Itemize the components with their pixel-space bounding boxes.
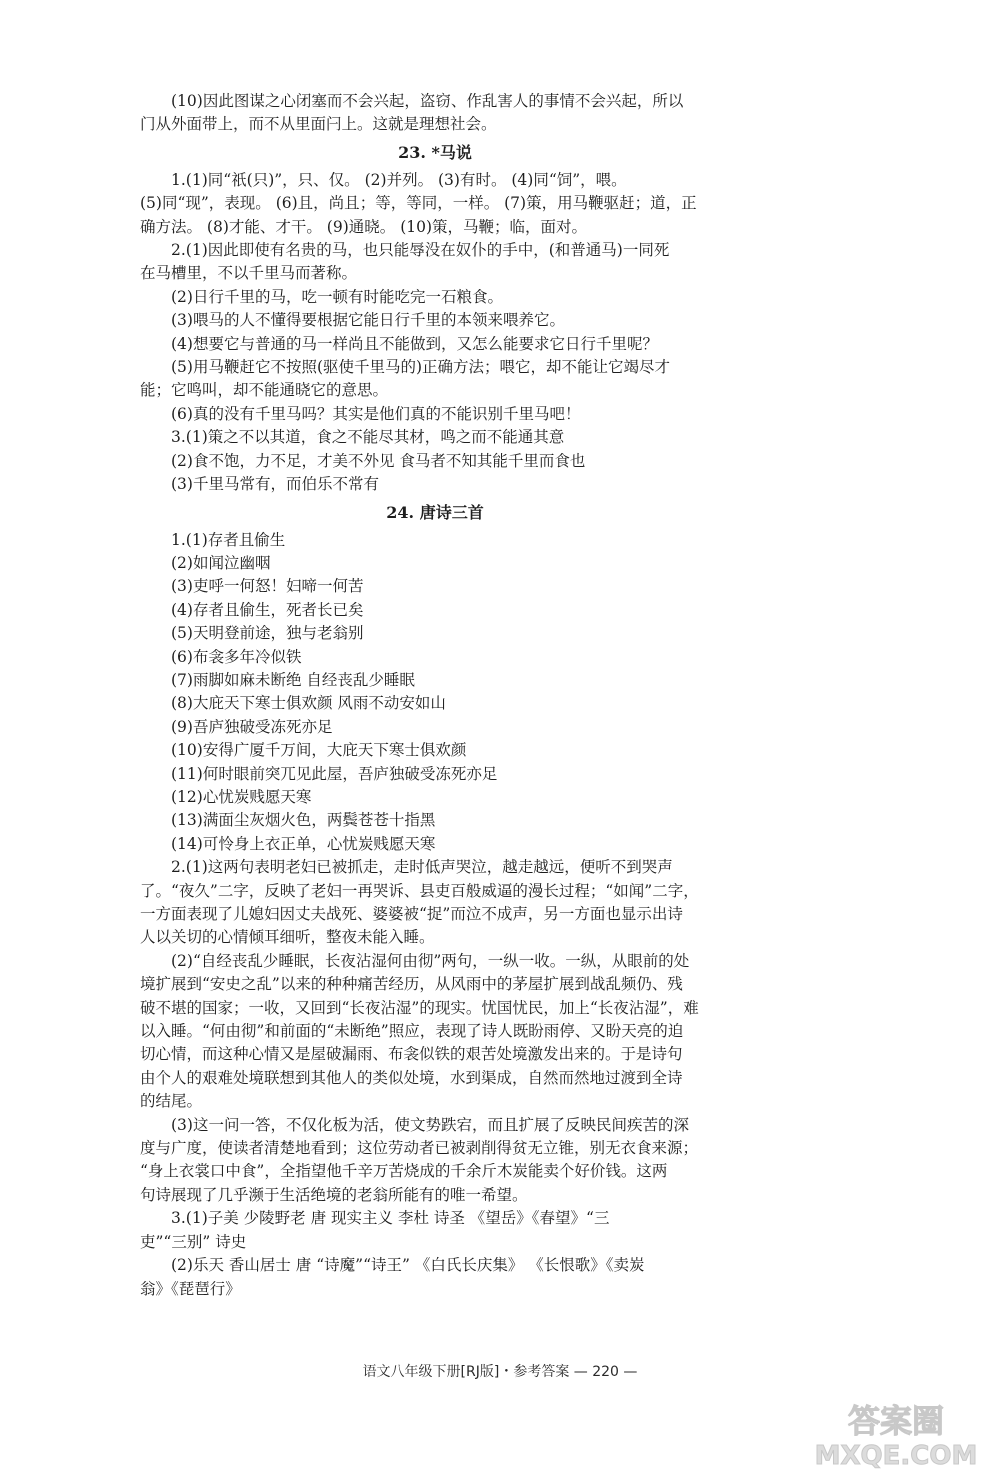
text-line: “身上衣裳口中食”，全指望他千辛万苦烧成的千余斤木炭能卖个好价钱。这两 <box>140 1162 668 1181</box>
text-line: 1.(1)同“祇(只)”，只、仅。 (2)并列。 (3)有时。 (4)同“饲”，喂。 <box>171 170 627 189</box>
text-line: 破不堪的国家；一收，又回到“长夜沾湿”的现实。忧国忧民，加上“长夜沾湿”，难 <box>140 998 699 1017</box>
text-line: 2.(1)这两句表明老妇已被抓走，走时低声哭泣，越走越远，便听不到哭声 <box>171 858 673 877</box>
text-line: 了。“夜久”二字，反映了老妇一再哭诉、县吏百般威逼的漫长过程；“如闻”二字， <box>140 881 699 900</box>
text-line: 1.(1)存者且偷生 <box>171 530 286 549</box>
text-line: (4)想要它与普通的马一样尚且不能做到，又怎么能要求它日行千里呢？ <box>171 334 658 353</box>
watermark-logo <box>792 1398 1000 1471</box>
text-line: (10)因此图谋之心闭塞而不会兴起，盗窃、作乱害人的事情不会兴起，所以 <box>171 92 684 110</box>
text-line: (2)日行千里的马，吃一顿有时能吃完一石粮食。 <box>171 287 503 306</box>
text-line: (5)用马鞭赶它不按照(驱使千里马的)正确方法；喂它，却不能让它竭尽才 <box>171 358 671 377</box>
text-line: 吏”“三别” 诗史 <box>140 1232 247 1251</box>
section-title: 24. 唐诗三首 <box>386 502 484 522</box>
text-line: 人以关切的心情倾耳细听，整夜未能入睡。 <box>140 928 435 947</box>
text-line: 的结尾。 <box>140 1092 203 1111</box>
text-line: (8)大庇天下寒士俱欢颜 风雨不动安如山 <box>171 694 446 713</box>
text-line: (3)喂马的人不懂得要根据它能日行千里的本领来喂养它。 <box>171 311 565 330</box>
text-line: 在马槽里，不以千里马而著称。 <box>140 264 358 283</box>
watermark-line2: MXQE.COM <box>814 1441 978 1471</box>
text-line: (4)存者且偷生，死者长已矣 <box>171 600 364 619</box>
text-line: (3)这一问一答，不仅化板为活，使文势跌宕，而且扩展了反映民间疾苦的深 <box>171 1115 689 1134</box>
section-title: 23. *马说 <box>398 142 472 162</box>
text-line: 切心情，而这种心情又是屋破漏雨、布衾似铁的艰苦处境激发出来的。于是诗句 <box>140 1045 683 1064</box>
text-line: (2)如闻泣幽咽 <box>171 553 271 572</box>
text-line: 2.(1)因此即使有名贵的马，也只能辱没在奴仆的手中，(和普通马)一同死 <box>171 241 670 260</box>
text-line: 由个人的艰难处境联想到其他人的类似处境，水到渠成，自然而然地过渡到全诗 <box>140 1068 683 1087</box>
watermark-line1: 答案圈 <box>847 1402 945 1440</box>
text-line: (6)布衾多年冷似铁 <box>171 647 302 666</box>
answer-text-body <box>140 90 730 1301</box>
text-line: (2)乐天 香山居士 唐 “诗魔”“诗王” 《白氏长庆集》 《长恨歌》《卖炭 <box>171 1256 645 1275</box>
text-line: 翁》《琵琶行》 <box>140 1279 241 1298</box>
text-line: 度与广度，使读者清楚地看到；这位劳动者已被剥削得贫无立锥，别无衣食来源； <box>140 1139 699 1158</box>
text-line: (3)吏呼一何怒！妇啼一何苦 <box>171 577 364 596</box>
text-line: 能；它鸣叫，却不能通晓它的意思。 <box>140 381 389 400</box>
text-line: 境扩展到“安史之乱”以来的种种痛苦经历，从风雨中的茅屋扩展到战乱频仍、残 <box>140 975 683 994</box>
text-line: (3)千里马常有，而伯乐不常有 <box>171 475 379 494</box>
text-line: (2)食不饱，力不足，才美不外见 食马者不知其能千里而食也 <box>171 451 586 470</box>
text-line: (5)天明登前途，独与老翁别 <box>171 624 364 643</box>
text-line: 3.(1)子美 少陵野老 唐 现实主义 李杜 诗圣 《望岳》《春望》“三 <box>171 1209 610 1228</box>
text-line: 以入睡。“何由彻”和前面的“未断绝”照应，表现了诗人既盼雨停、又盼天亮的迫 <box>140 1022 684 1041</box>
text-line: (13)满面尘灰烟火色，两鬓苍苍十指黑 <box>171 811 436 830</box>
text-line: (7)雨脚如麻未断绝 自经丧乱少睡眠 <box>171 670 415 689</box>
text-line: 句诗展现了几乎濒于生活绝境的老翁所能有的唯一希望。 <box>140 1185 528 1204</box>
text-line: (5)同“现”，表现。 (6)且，尚且；等，等同，一样。 (7)策，用马鞭驱赶；道，正 <box>140 194 697 213</box>
text-line: (11)何时眼前突兀见此屋，吾庐独破受冻死亦足 <box>171 764 498 783</box>
text-line: (9)吾庐独破受冻死亦足 <box>171 717 333 736</box>
text-line: 确方法。 (8)才能、才干。 (9)通晓。 (10)策，马鞭；临，面对。 <box>140 217 588 236</box>
text-line: (12)心忧炭贱愿天寒 <box>171 787 312 806</box>
text-line: (6)真的没有千里马吗？其实是他们真的不能识别千里马吧！ <box>171 404 581 423</box>
text-line: (2)“自经丧乱少睡眠，长夜沾湿何由彻”两句，一纵一收。一纵，从眼前的处 <box>171 951 690 970</box>
text-line: (10)安得广厦千万间，大庇天下寒士俱欢颜 <box>171 741 467 760</box>
text-line: (14)可怜身上衣正单，心忧炭贱愿天寒 <box>171 834 436 853</box>
text-line: 一方面表现了儿媳妇因丈夫战死、婆婆被“捉”而泣不成声，另一方面也显示出诗 <box>140 905 683 923</box>
page-footer: 语文八年级下册[RJ版]・参考答案 — 220 — <box>362 1364 638 1380</box>
text-line: 3.(1)策之不以其道，食之不能尽其材，鸣之而不能通其意 <box>171 428 565 447</box>
text-line: 门从外面带上，而不从里面闩上。这就是理想社会。 <box>140 115 497 134</box>
